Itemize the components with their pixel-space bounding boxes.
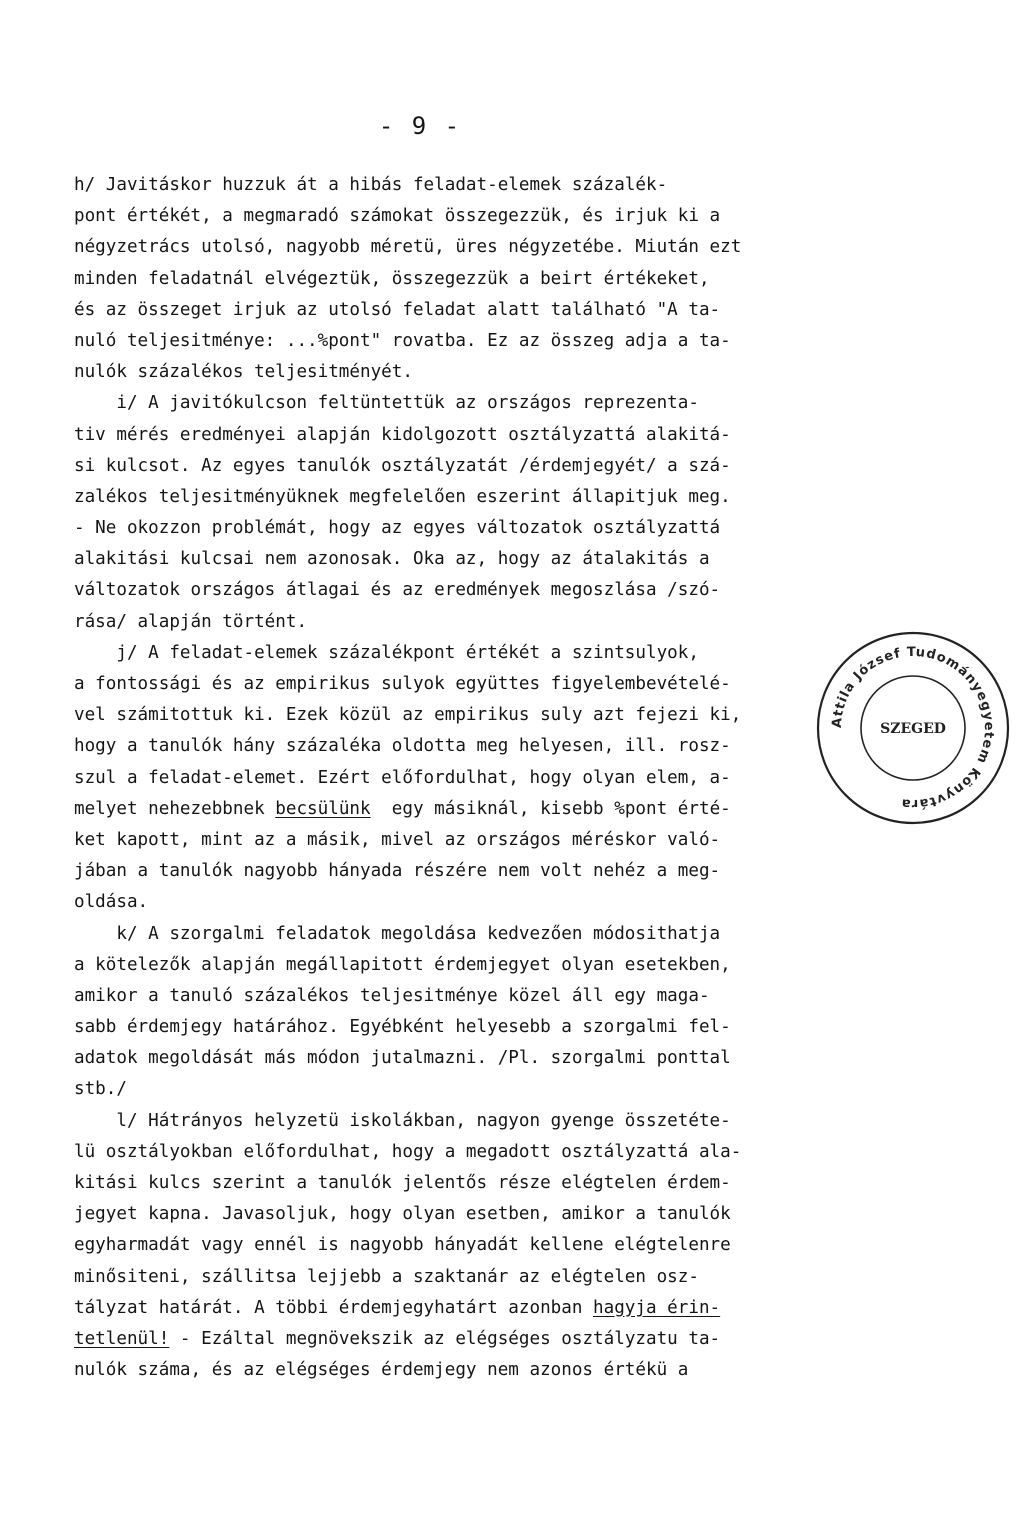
- text-line: [74, 950, 904, 981]
- stamp-ring-text: Attila József Tudományegyetem Könyvtára: [829, 644, 997, 812]
- text-segment: minden feladatnál elvégeztük, összegezzük a beirt értékeket,: [74, 268, 710, 289]
- text-line: [74, 1106, 904, 1137]
- text-line: [74, 607, 904, 638]
- text-line: [74, 1137, 904, 1168]
- text-segment: pont értékét, a megmaradó számokat összegezzük, és irjuk ki a: [74, 206, 721, 227]
- text-line: [74, 1074, 904, 1105]
- text-line: [74, 856, 904, 887]
- text-segment: jában a tanulók nagyobb hányada részére nem volt nehéz a meg-: [74, 861, 721, 882]
- text-line: [74, 1262, 904, 1293]
- text-line: [74, 232, 904, 263]
- library-stamp: [812, 627, 1014, 829]
- text-segment: adatok megoldását más módon jutalmazni. /Pl. szorgalmi ponttal: [74, 1048, 731, 1069]
- text-segment: oldása.: [74, 892, 149, 913]
- text-segment: lü osztályokban előfordulhat, hogy a megadott osztályzattá ala-: [74, 1141, 742, 1162]
- text-segment: változatok országos átlagai és az eredmények megoszlása /szó-: [74, 580, 721, 601]
- text-line: [74, 825, 904, 856]
- text-segment: j/ A feladat-elemek százalékpont értékét a szintsulyok,: [74, 642, 699, 663]
- text-line: [74, 1012, 904, 1043]
- text-line: [74, 1043, 904, 1074]
- text-segment: négyzetrács utolsó, nagyobb méretü, üres négyzetébe. Miután ezt: [74, 237, 742, 258]
- stamp-seal-icon: [812, 627, 1014, 829]
- text-line: [74, 669, 904, 700]
- text-line: [74, 388, 904, 419]
- text-line: [74, 887, 904, 918]
- document-body: [74, 170, 904, 1386]
- text-segment: h/ Javitáskor huzzuk át a hibás feladat-elemek százalék-: [74, 175, 668, 195]
- text-segment: nulók száma, és az elégséges érdemjegy nem azonos értékü a: [74, 1360, 689, 1381]
- text-line: [74, 763, 904, 794]
- text-line: [74, 1355, 904, 1386]
- text-segment: a kötelezők alapján megállapitott érdemjegyet olyan esetekben,: [74, 954, 731, 975]
- underlined-word: becsülünk: [275, 798, 371, 819]
- text-segment: tályzat határát. A többi érdemjegyhatárt azonban: [74, 1297, 594, 1318]
- text-line: [74, 1168, 904, 1199]
- text-segment: amikor a tanuló százalékos teljesitménye közel áll egy maga-: [74, 985, 710, 1006]
- text-segment: k/ A szorgalmi feladatok megoldása kedvezően módosithatja: [74, 923, 721, 944]
- text-line: [74, 1293, 904, 1324]
- text-segment: egyharmadát vagy ennél is nagyobb hányadát kellene elégtelenre: [74, 1235, 731, 1256]
- text-line: [74, 638, 904, 669]
- text-line: [74, 1230, 904, 1261]
- text-line: [74, 170, 904, 201]
- text-segment: l/ Hátrányos helyzetü iskolákban, nagyon gyenge összetéte-: [74, 1110, 731, 1131]
- text-segment: egy másiknál, kisebb %pont érté-: [370, 798, 731, 819]
- text-segment: minősiteni, szállitsa lejjebb a szaktanár az elégtelen osz-: [74, 1266, 699, 1287]
- text-segment: és az összeget irjuk az utolsó feladat alatt található "A ta-: [74, 299, 721, 320]
- text-segment: a fontossági és az empirikus sulyok együttes figyelembevételé-: [74, 674, 731, 694]
- text-segment: hogy a tanulók hány százaléka oldotta meg helyesen, ill. rosz-: [74, 736, 731, 757]
- text-segment: melyet nehezebbnek: [74, 798, 276, 819]
- text-segment: ket kapott, mint az a másik, mivel az országos méréskor való-: [74, 829, 721, 850]
- text-line: [74, 919, 904, 950]
- text-segment: nuló teljesitménye: ...%pont" rovatba. Ez az összeg adja a ta-: [74, 330, 731, 351]
- text-segment: i/ A javitókulcson feltüntettük az országos reprezenta-: [74, 393, 699, 414]
- text-line: [74, 451, 904, 482]
- text-segment: stb./: [74, 1079, 127, 1100]
- text-segment: rása/ alapján történt.: [74, 611, 308, 632]
- text-segment: sabb érdemjegy határához. Egyébként helyesebb a szorgalmi fel-: [74, 1017, 731, 1038]
- underlined-word: hagyja érin-: [593, 1297, 721, 1318]
- text-line: [74, 1199, 904, 1230]
- text-segment: tiv mérés eredményei alapján kidolgozott osztályzattá alakitá-: [74, 424, 731, 445]
- text-segment: alakitási kulcsai nem azonosak. Oka az, hogy az átalakitás a: [74, 549, 710, 570]
- text-line: [74, 295, 904, 326]
- text-segment: nulók százalékos teljesitményét.: [74, 362, 413, 383]
- text-line: [74, 544, 904, 575]
- text-line: [74, 1324, 904, 1355]
- text-line: [74, 794, 904, 825]
- text-segment: zalékos teljesitményüknek megfelelően eszerint állapitjuk meg.: [74, 486, 731, 507]
- stamp-center-text: SZEGED: [880, 721, 946, 737]
- text-line: [74, 981, 904, 1012]
- text-segment: szul a feladat-elemet. Ezért előfordulhat, hogy olyan elem, a-: [74, 767, 731, 788]
- text-segment: si kulcsot. Az egyes tanulók osztályzatát /érdemjegyét/ a szá-: [74, 455, 731, 476]
- text-line: [74, 264, 904, 295]
- text-segment: jegyet kapna. Javasoljuk, hogy olyan esetben, amikor a tanulók: [74, 1204, 731, 1225]
- text-line: [74, 482, 904, 513]
- text-line: [74, 513, 904, 544]
- text-line: [74, 420, 904, 451]
- text-line: [74, 357, 904, 388]
- text-segment: - Ezáltal megnövekszik az elégséges osztályzatu ta-: [169, 1328, 721, 1349]
- text-line: [74, 731, 904, 762]
- text-line: [74, 326, 904, 357]
- text-segment: vel számitottuk ki. Ezek közül az empirikus suly azt fejezi ki,: [74, 705, 742, 726]
- text-segment: - Ne okozzon problémát, hogy az egyes változatok osztályzattá: [74, 518, 721, 539]
- text-segment: kitási kulcs szerint a tanulók jelentős része elégtelen érdem-: [74, 1173, 731, 1193]
- text-line: [74, 575, 904, 606]
- underlined-word: tetlenül!: [74, 1328, 170, 1349]
- page-number: - 9 -: [378, 112, 462, 140]
- text-line: [74, 201, 904, 232]
- text-line: [74, 700, 904, 731]
